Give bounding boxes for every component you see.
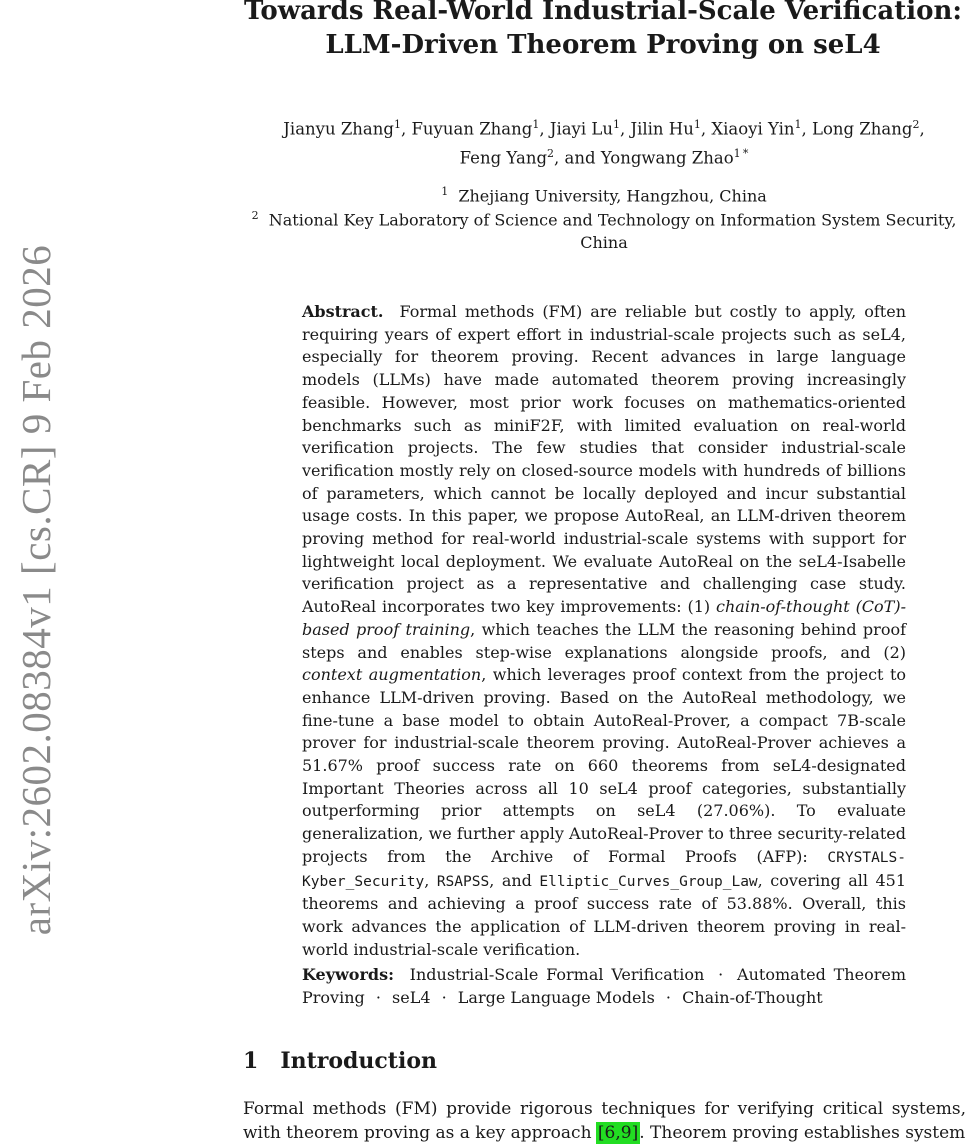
author-affiliation-mark: 1 [794,118,802,131]
author-affiliation-mark: 2 [547,146,555,160]
keyword: Large Language Models [457,987,655,1007]
keyword: Chain-of-Thought [682,987,823,1007]
abstract-text: Formal methods (FM) are reliable but costly to apply, often requiring years of expert effort in industrial-scale projects such as seL4, especially for theorem proving. Recent advances in large language models (LLMs) have made automated theorem proving increasingly feasible. However, most prior work focuses on mathematics-oriented benchmarks such as miniF2F, with limited evaluation on real-world verification projects. The few studies that consider industrial-scale verification mostly rely on closed-source models with hundreds of billions of parameters, which cannot be locally deployed and incur substantial usage costs. In this paper, we propose AutoReal, an LLM-driven theorem proving method for real-world industrial-scale systems with support for lightweight local deployment. We evaluate AutoReal on the seL4-Isabelle verification project as a representative and challenging case study. AutoReal incorporates two key improvements: (1) [302,302,907,617]
keywords-label: Keywords: [302,965,395,984]
abstract-emphasis: chain-of-thought (CoT)-based proof training [302,597,907,639]
keyword: Industrial-Scale Formal Verification [409,965,705,984]
affiliation-text: Zhejiang University, Hangzhou, China [458,186,767,206]
abstract-text: , which teaches the LLM the reasoning behind proof steps and enables step-wise explanations alongside proofs, and (2) [302,619,907,662]
section-title: Introduction [280,1048,437,1074]
author-affiliation-mark: 1 [612,118,620,131]
affiliation-mark: 2 [251,209,259,222]
arxiv-identifier-stamp: arXiv:2602.08384v1 [cs.CR] 9 Feb 2026 [13,244,59,936]
intro-text: Formal methods (FM) provide rigorous techniques for verifying critical systems, with theorem proving as a key approach [243,1099,966,1143]
keywords [302,964,906,1009]
author: Feng Yang [459,148,548,167]
author: Jiayi Lu [549,119,613,139]
project-name-code: CRYSTALS-Kyber_Security [302,849,906,890]
keyword: seL4 [392,987,431,1007]
keyword-separator: · [375,987,381,1007]
author: Jilin Hu [630,119,694,139]
abstract-text: , [424,870,437,890]
project-name-code: RSAPSS [436,873,490,890]
keyword-separator: · [441,987,447,1007]
author-affiliation-mark: 1 [532,118,540,131]
author: Jianyu Zhang [283,119,394,139]
abstract-emphasis: context augmentation [302,665,482,685]
project-name-code: Elliptic_Curves_Group_Law [539,873,758,890]
author-list: Jianyu Zhang$^1$, Fuyuan Zhang$^1$, Jiayi Lu$^1$, Jilin Hu$^1$, Xiaoyi Yin$^1$, Long Zhang$^2$, Feng Yang$^2$, and Yongwang Zhao$^{1 *}$ [283,118,925,167]
abstract-text: , covering all 451 theorems and achieving a proof success rate of 53.88%. Overall, this work advances the application of LLM-driven theorem proving in real-world industrial-scale verification. [302,870,907,959]
abstract-text: , which leverages proof context from the project to enhance LLM-driven proving. Based on the AutoReal methodology, we fine-tune a base model to obtain AutoReal-Prover, a compact 7B-scale prover for industrial-scale theorem proving. AutoReal-Prover achieves a 51.67% proof success rate on 660 theorems from seL4-designated Important Theories across all 10 seL4 proof categories, substantially outperforming prior attempts on seL4 (27.06%). To evaluate generalization, we further apply AutoReal-Prover to three security-related projects from the Archive of Formal Proofs (AFP): [302,665,907,866]
section-heading-introduction [243,1046,437,1076]
author: Long Zhang [811,119,913,139]
section-number: 1 [243,1048,259,1074]
author-affiliation-mark: 1 [393,118,401,131]
keyword: Automated Theorem Proving [302,965,907,1007]
affiliation-2 [238,204,966,254]
title-line-2: LLM-Driven Theorem Proving on seL4 [325,30,881,60]
affiliation-mark: 1 [441,185,449,198]
author-affiliation-mark: 1 [733,146,741,160]
citation-link[interactable]: [6,9] [597,1123,639,1143]
keyword-separator: · [665,987,671,1007]
intro-text: . Theorem proving establishes system [639,1123,966,1143]
and-word: and [564,148,596,167]
keyword-separator: · [718,965,724,984]
author: Fuyuan Zhang [411,119,533,139]
author-affiliation-mark: 1 [693,118,701,131]
author: Xiaoyi Yin [711,119,795,139]
paper-title [240,0,966,62]
abstract [302,301,906,961]
introduction-paragraph [243,1097,966,1145]
title-line-1: Towards Real-World Industrial-Scale Verification: [244,0,962,26]
abstract-label: Abstract. [302,302,384,321]
corresponding-author-mark: * [742,146,749,160]
author-affiliation-mark: 2 [912,118,920,131]
author: Yongwang Zhao [600,148,734,167]
abstract-text: , and [489,870,540,890]
affiliation-text: National Key Laboratory of Science and Technology on Information System Security, China [268,210,957,253]
